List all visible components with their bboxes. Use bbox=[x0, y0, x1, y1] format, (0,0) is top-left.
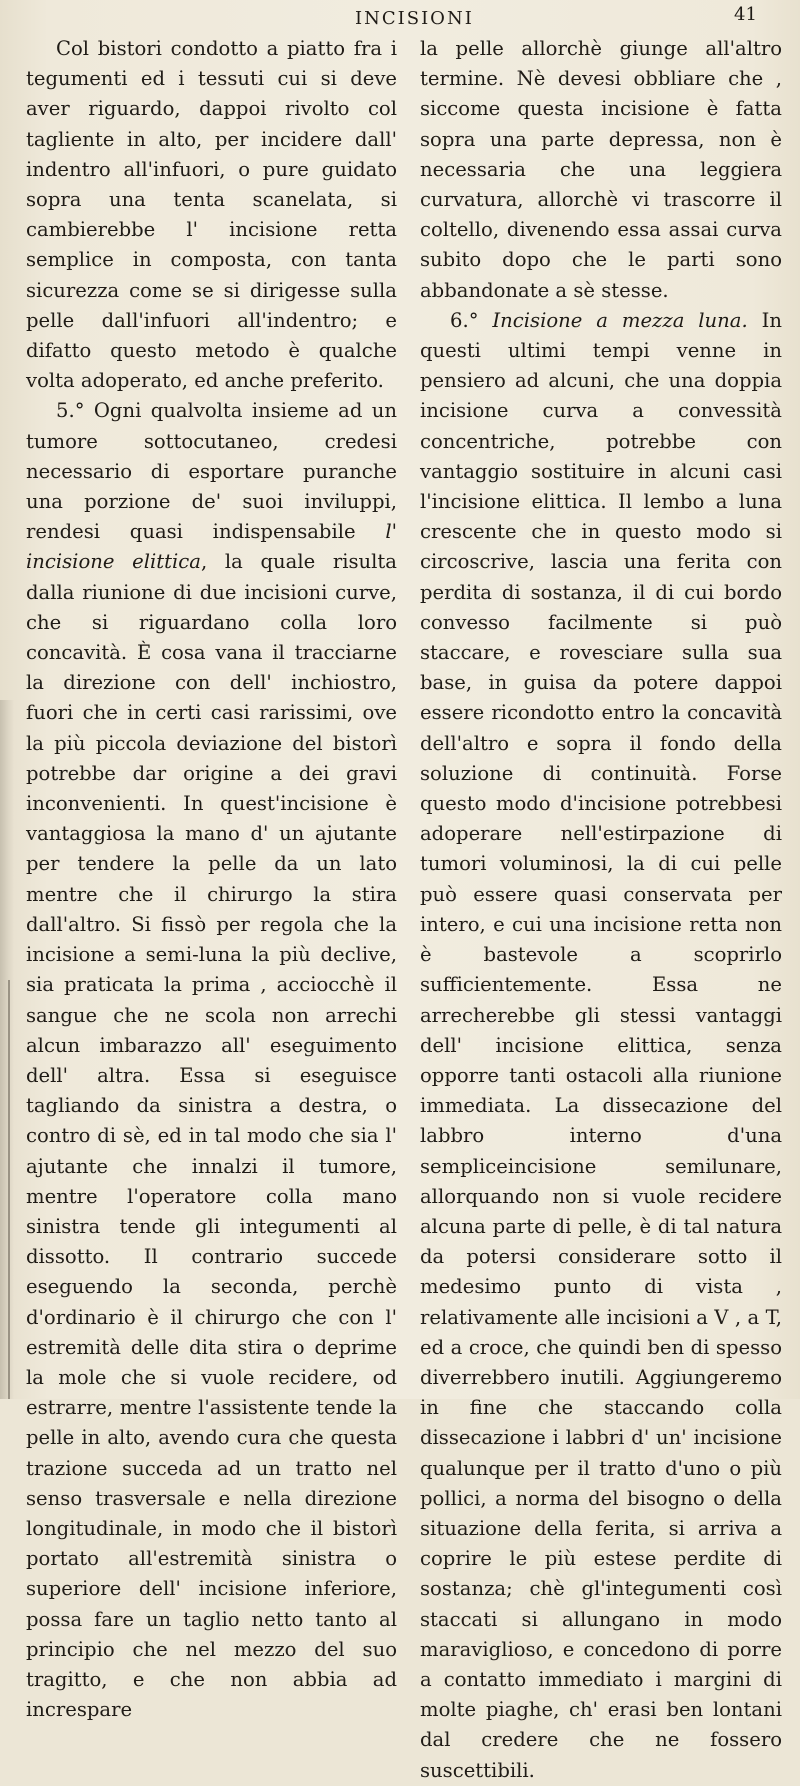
paragraph-continuation bbox=[26, 34, 397, 396]
binding-edge-line bbox=[8, 980, 10, 1399]
right-column bbox=[420, 34, 782, 1786]
page-number: 41 bbox=[734, 4, 757, 25]
paragraph-body-text: In questi ultimi tempi venne in pensiero ad alcuni, che una doppia incisione curva a convessità concentriche, potrebbe con vantaggio sostituire in alcuni casi l'incisione elittica. Il lembo a luna crescente che in questo modo si circoscrive, lascia una ferita con perdita di sostanza, il di cui bordo convesso facilmente si può staccare, e rovesciare sulla sua base, in guisa da potere dappoi essere ricondotto entro la concavità dell'altro e sopra il fondo della soluzione di continuità. Forse questo modo d'incisione potrebbesi adoperare nell'estirpazione di tumori voluminosi, la di cui pelle può essere quasi conservata per intero, e cui una incisione retta non è bastevole a scoprirlo sufficientemente. Essa ne arrecherebbe gli stessi vantaggi dell' incisione elittica, senza opporre tanti ostacoli alla riunione immediata. La dissecazione del labbro interno d'una sempliceincisione semilunare, allorquando non si vuole recidere alcuna parte di pelle, è di tal natura da potersi considerare sotto il medesimo punto di vista , relativamente alle incisioni a V , a T, ed a croce, che quindi ben di spesso diverrebbero inutili. Aggiungeremo in fine che staccando colla dissecazione i labbri d' un' incisione qualunque per il tratto d'uno o più pollici, a norma del bisogno o della situazione della ferita, si arriva a coprire le più estese perdite di sostanza; chè gl'integumenti così staccati si allungano in modo maraviglioso, e concedono di porre a contatto immediato i margini di molte piaghe, ch' erasi ben lontani dal credere che ne fossero suscettibili. bbox=[420, 308, 782, 1782]
page-header bbox=[0, 4, 800, 34]
term-half-moon-incision: Incisione a mezza luna. bbox=[492, 308, 748, 332]
paragraph-lead-text: 5.° Ogni qualvolta insieme ad un tumore sottocutaneo, credesi necessario di esportare puranche una porzione de' suoi inviluppi, rendesi quasi indispensabile bbox=[26, 399, 397, 544]
running-title: INCISIONI bbox=[355, 8, 474, 29]
paragraph-elliptical-incision bbox=[26, 396, 397, 1725]
binding-shadow bbox=[0, 700, 14, 1399]
paragraph-body-text: , la quale risulta dalla riunione di due incisioni curve, che si riguardano colla loro concavità. È cosa vana il tracciarne la direzione con dell' inchiostro, fuori che in certi casi rarissimi, ove la più piccola deviazione del bistorì potrebbe dar origine a dei gravi inconvenienti. In quest'incisione è vantaggiosa la mano d' un ajutante per tendere la pelle da un lato mentre che il chirurgo la stira dall'altro. Si fissò per regola che la incisione a semi-luna la più declive, sia praticata la prima , acciocchè il sangue che ne scola non arrechi alcun imbarazzo all' eseguimento dell' altra. Essa si eseguisce tagliando da sinistra a destra, o contro di sè, ed in tal modo che sia l' ajutante che innalzi il tumore, mentre l'operatore colla mano sinistra tende gli integumenti al dissotto. Il contrario succede eseguendo la seconda, perchè d'ordinario è il chirurgo che con l' estremità delle dita stira o deprime la mole che si vuole recidere, od estrarre, mentre l'assistente tende la pelle in alto, avendo cura che questa trazione succeda ad un tratto nel senso trasversale e nella direzione longitudinale, in modo che il bistorì portato all'estremità sinistra o superiore dell' incisione inferiore, possa fare un taglio netto tanto al principio che nel mezzo del suo tragitto, e che non abbia ad increspare bbox=[26, 550, 397, 1722]
paragraph-text: la pelle allorchè giunge all'altro termine. Nè devesi obbliare che , siccome questa incisione è fatta sopra una parte depressa, non è necessaria che una leggiera curvatura, allorchè vi trascorre il coltello, divenendo essa assai curva subito dopo che le parti sono abbandonate a sè stesse. bbox=[420, 37, 782, 302]
paragraph-half-moon-incision bbox=[420, 306, 782, 1786]
left-column bbox=[26, 34, 397, 1725]
paragraph-continuation bbox=[420, 34, 782, 306]
paragraph-lead-text: 6.° bbox=[450, 308, 493, 332]
paragraph-text: Col bistori condotto a piatto fra i tegumenti ed i tessuti cui si deve aver riguardo, dappoi rivolto col tagliente in alto, per incidere dall' indentro all'infuori, o pure guidato sopra una tenta scanelata, si cambierebbe l' incisione retta semplice in composta, con tanta sicurezza come se si dirigesse sulla pelle dall'infuori all'indentro; e difatto questo metodo è qualche volta adoperato, ed anche preferito. bbox=[26, 37, 397, 393]
term-elliptical-incision: l' incisione elittica bbox=[26, 520, 397, 574]
